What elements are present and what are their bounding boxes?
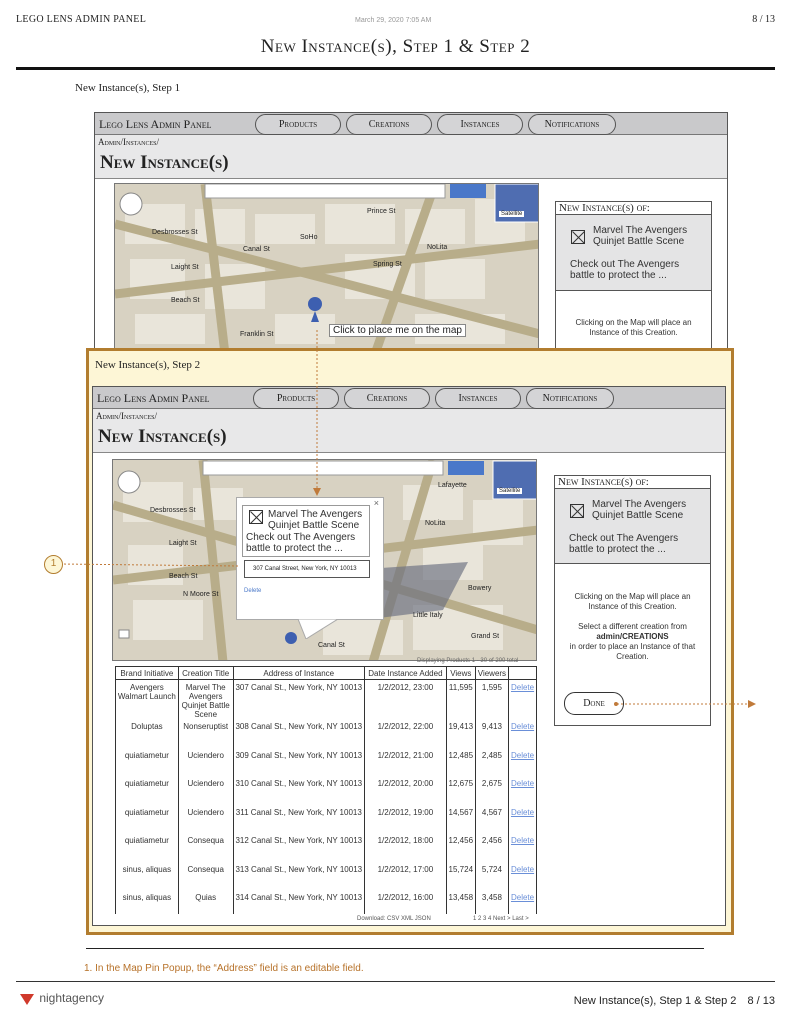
table-cell: quiatiametur bbox=[116, 776, 179, 805]
footer-page: 8 / 13 bbox=[747, 995, 775, 1007]
street-label: Little Italy bbox=[413, 612, 443, 619]
creation-card[interactable] bbox=[555, 489, 710, 564]
map-pin-popup bbox=[236, 497, 384, 620]
logo-mark-icon bbox=[18, 991, 36, 1007]
pagination[interactable]: 1 2 3 4 Next > Last > bbox=[473, 916, 529, 922]
nav-instances[interactable]: Instances bbox=[435, 388, 521, 409]
table-cell: 2,485 bbox=[475, 748, 508, 777]
column-header[interactable]: Brand Initiative bbox=[116, 667, 179, 680]
brand: Lego Lens Admin Panel bbox=[97, 391, 210, 405]
step1-map[interactable] bbox=[114, 183, 539, 353]
delete-link[interactable]: Delete bbox=[509, 748, 537, 777]
table-cell: Nonseruptist bbox=[178, 719, 233, 748]
section-heading: New Instance(s) bbox=[100, 152, 229, 173]
instances-table-wrap bbox=[115, 666, 537, 914]
street-label: Franklin St bbox=[240, 331, 274, 338]
table-cell: sinus, aliquas bbox=[116, 890, 179, 914]
note-line: Select a different creation from bbox=[578, 622, 687, 631]
street-label: Laight St bbox=[169, 540, 197, 547]
delete-link[interactable]: Delete bbox=[509, 776, 537, 805]
street-label: Laight St bbox=[171, 264, 199, 271]
table-cell: 12,456 bbox=[446, 833, 475, 862]
footnote: 1. In the Map Pin Popup, the “Address” field is an editable field. bbox=[84, 963, 364, 974]
step1-sidebox bbox=[555, 201, 712, 351]
breadcrumb[interactable]: Admin/Instances/ bbox=[98, 137, 160, 147]
table-cell: Marvel The Avengers Quinjet Battle Scene bbox=[178, 680, 233, 720]
street-label: Desbrosses St bbox=[152, 229, 198, 236]
column-header[interactable] bbox=[509, 667, 537, 680]
table-cell: Doluptas bbox=[116, 719, 179, 748]
table-cell: 12,675 bbox=[446, 776, 475, 805]
table-cell: 1/2/2012, 16:00 bbox=[364, 890, 446, 914]
image-placeholder-icon bbox=[571, 230, 585, 244]
nav-creations[interactable]: Creations bbox=[346, 114, 432, 135]
breadcrumb[interactable]: Admin/Instances/ bbox=[96, 411, 158, 421]
table-cell: 1/2/2012, 21:00 bbox=[364, 748, 446, 777]
table-cell: 19,413 bbox=[446, 719, 475, 748]
table-cell: Uciendero bbox=[178, 748, 233, 777]
table-cell: 9,413 bbox=[475, 719, 508, 748]
nav-products[interactable]: Products bbox=[253, 388, 339, 409]
table-row bbox=[116, 890, 537, 914]
table-row bbox=[116, 862, 537, 891]
popup-delete-link[interactable]: Delete bbox=[244, 588, 262, 594]
table-cell: 14,567 bbox=[446, 805, 475, 834]
footer-info bbox=[574, 995, 775, 1007]
agency-logo bbox=[18, 991, 104, 1007]
table-cell: 15,724 bbox=[446, 862, 475, 891]
table-row bbox=[116, 719, 537, 748]
column-header[interactable]: Address of Instance bbox=[233, 667, 364, 680]
annotation-number: 1 bbox=[50, 558, 57, 569]
step2-header bbox=[93, 409, 725, 453]
image-placeholder-icon bbox=[570, 504, 584, 518]
creation-card[interactable] bbox=[556, 215, 711, 291]
street-label: Beach St bbox=[169, 573, 198, 580]
pin-tooltip: Click to place me on the map bbox=[329, 324, 466, 337]
popup-pointer bbox=[298, 619, 338, 639]
table-cell: Consequa bbox=[178, 862, 233, 891]
table-cell: 314 Canal St., New York, NY 10013 bbox=[233, 890, 364, 914]
note-line: in order to place an Instance of that Creation. bbox=[569, 642, 696, 661]
step2-navbar bbox=[93, 387, 725, 409]
page-title: New Instance(s), Step 1 & Step 2 bbox=[260, 36, 531, 57]
step2-sidebox bbox=[554, 475, 711, 726]
table-cell: 2,456 bbox=[475, 833, 508, 862]
table-row bbox=[116, 776, 537, 805]
table-cell: 5,724 bbox=[475, 862, 508, 891]
logo-text: nightagency bbox=[39, 991, 105, 1006]
table-cell: 1/2/2012, 17:00 bbox=[364, 862, 446, 891]
street-label: Canal St bbox=[243, 246, 270, 253]
street-label: SoHo bbox=[300, 234, 318, 241]
title-rule bbox=[16, 67, 775, 70]
street-label: Beach St bbox=[171, 297, 200, 304]
step2-panel bbox=[92, 386, 726, 926]
table-cell: Uciendero bbox=[178, 776, 233, 805]
table-cell: quiatiametur bbox=[116, 833, 179, 862]
popup-title: Marvel The Avengers Quinjet Battle Scene bbox=[268, 509, 363, 531]
annotation-marker bbox=[44, 555, 63, 574]
satellite-button[interactable]: Satellite bbox=[499, 488, 521, 494]
delete-link[interactable]: Delete bbox=[509, 680, 537, 720]
delete-link[interactable]: Delete bbox=[509, 890, 537, 914]
nav-notifications[interactable]: Notifications bbox=[528, 114, 616, 135]
doc-header-page: 8 / 13 bbox=[752, 14, 775, 25]
address-field[interactable]: 307 Canal Street, New York, NY 10013 bbox=[244, 560, 370, 578]
nav-products[interactable]: Products bbox=[255, 114, 341, 135]
sidebox-title: New Instance(s) of: bbox=[555, 476, 710, 489]
table-row bbox=[116, 833, 537, 862]
table-row bbox=[116, 748, 537, 777]
table-cell: quiatiametur bbox=[116, 748, 179, 777]
doc-header-title: LEGO LENS ADMIN PANEL bbox=[16, 14, 147, 25]
table-cell: 13,458 bbox=[446, 890, 475, 914]
column-header[interactable]: Date Instance Added bbox=[364, 667, 446, 680]
table-row bbox=[116, 680, 537, 720]
street-label: Bowery bbox=[468, 585, 492, 592]
done-button[interactable]: Done bbox=[564, 692, 624, 715]
creations-link[interactable]: admin/CREATIONS bbox=[596, 632, 669, 641]
popup-card bbox=[242, 505, 370, 557]
table-cell: 4,567 bbox=[475, 805, 508, 834]
table-cell: 1/2/2012, 18:00 bbox=[364, 833, 446, 862]
table-cell: 309 Canal St., New York, NY 10013 bbox=[233, 748, 364, 777]
sidebox-note-2 bbox=[555, 612, 710, 662]
table-cell: 2,675 bbox=[475, 776, 508, 805]
delete-link[interactable]: Delete bbox=[509, 833, 537, 862]
table-cell: 11,595 bbox=[446, 680, 475, 720]
street-label: Lafayette bbox=[438, 482, 467, 489]
section-heading: New Instance(s) bbox=[98, 426, 227, 447]
street-label: NoLita bbox=[425, 520, 446, 527]
street-label: N Moore St bbox=[183, 591, 219, 598]
footer-title: New Instance(s), Step 1 & Step 2 bbox=[573, 995, 737, 1007]
popup-desc: Check out The Avengers battle to protect the ... bbox=[246, 532, 356, 554]
table-cell: 12,485 bbox=[446, 748, 475, 777]
street-label: Spring St bbox=[373, 261, 402, 268]
image-placeholder-icon bbox=[249, 510, 263, 524]
sidebox-note: Clicking on the Map will place an Instance of this Creation. bbox=[575, 318, 692, 337]
table-cell: Avengers Walmart Launch bbox=[116, 680, 179, 720]
sidebox-note: Clicking on the Map will place an Instance of this Creation. bbox=[574, 592, 691, 611]
doc-header-date: March 29, 2020 7:05 AM bbox=[355, 17, 432, 24]
table-cell: Quias bbox=[178, 890, 233, 914]
table-cell: 313 Canal St., New York, NY 10013 bbox=[233, 862, 364, 891]
table-cell: sinus, aliquas bbox=[116, 862, 179, 891]
footnote-rule bbox=[86, 948, 704, 949]
footer-rule bbox=[16, 981, 775, 982]
table-cell: 3,458 bbox=[475, 890, 508, 914]
column-header[interactable]: Viewers bbox=[475, 667, 508, 680]
close-icon[interactable]: × bbox=[373, 498, 379, 508]
nav-notifications[interactable]: Notifications bbox=[526, 388, 614, 409]
street-label: Canal St bbox=[318, 642, 345, 649]
step1-header bbox=[95, 135, 727, 179]
column-header[interactable]: Views bbox=[446, 667, 475, 680]
table-status: Displaying Products 1 - 30 of 200 total bbox=[417, 658, 519, 664]
instances-table bbox=[115, 666, 537, 914]
street-label: Grand St bbox=[471, 633, 500, 640]
table-cell: 1/2/2012, 22:00 bbox=[364, 719, 446, 748]
table-cell: 310 Canal St., New York, NY 10013 bbox=[233, 776, 364, 805]
table-cell: 307 Canal St., New York, NY 10013 bbox=[233, 680, 364, 720]
street-label: NoLita bbox=[427, 244, 448, 251]
delete-link[interactable]: Delete bbox=[509, 862, 537, 891]
street-label: Desbrosses St bbox=[150, 507, 196, 514]
table-cell: 1,595 bbox=[475, 680, 508, 720]
table-cell: 311 Canal St., New York, NY 10013 bbox=[233, 805, 364, 834]
download-links[interactable]: Download: CSV XML JSON bbox=[357, 916, 431, 922]
street-label: Prince St bbox=[367, 208, 396, 215]
step1-label: New Instance(s), Step 1 bbox=[75, 82, 181, 94]
column-header[interactable]: Creation Title bbox=[178, 667, 233, 680]
creation-desc: Check out The Avengers battle to protect the ... bbox=[569, 533, 679, 555]
table-cell: 1/2/2012, 23:00 bbox=[364, 680, 446, 720]
step2-map[interactable] bbox=[112, 459, 537, 661]
table-cell: 1/2/2012, 19:00 bbox=[364, 805, 446, 834]
table-cell: 308 Canal St., New York, NY 10013 bbox=[233, 719, 364, 748]
table-cell: Uciendero bbox=[178, 805, 233, 834]
table-cell: 312 Canal St., New York, NY 10013 bbox=[233, 833, 364, 862]
delete-link[interactable]: Delete bbox=[509, 805, 537, 834]
creation-name: Marvel The Avengers Quinjet Battle Scene bbox=[592, 499, 687, 521]
step1-panel bbox=[94, 112, 728, 352]
table-cell: Consequa bbox=[178, 833, 233, 862]
sidebox-title: New Instance(s) of: bbox=[556, 202, 711, 215]
delete-link[interactable]: Delete bbox=[509, 719, 537, 748]
nav-creations[interactable]: Creations bbox=[344, 388, 430, 409]
step1-navbar bbox=[95, 113, 727, 135]
creation-name: Marvel The Avengers Quinjet Battle Scene bbox=[593, 225, 688, 247]
step2-label: New Instance(s), Step 2 bbox=[95, 359, 201, 371]
satellite-button[interactable]: Satellite bbox=[501, 211, 523, 217]
brand: Lego Lens Admin Panel bbox=[99, 117, 212, 131]
table-cell: 1/2/2012, 20:00 bbox=[364, 776, 446, 805]
table-row bbox=[116, 805, 537, 834]
table-cell: quiatiametur bbox=[116, 805, 179, 834]
nav-instances[interactable]: Instances bbox=[437, 114, 523, 135]
creation-desc: Check out The Avengers battle to protect the ... bbox=[570, 259, 680, 281]
